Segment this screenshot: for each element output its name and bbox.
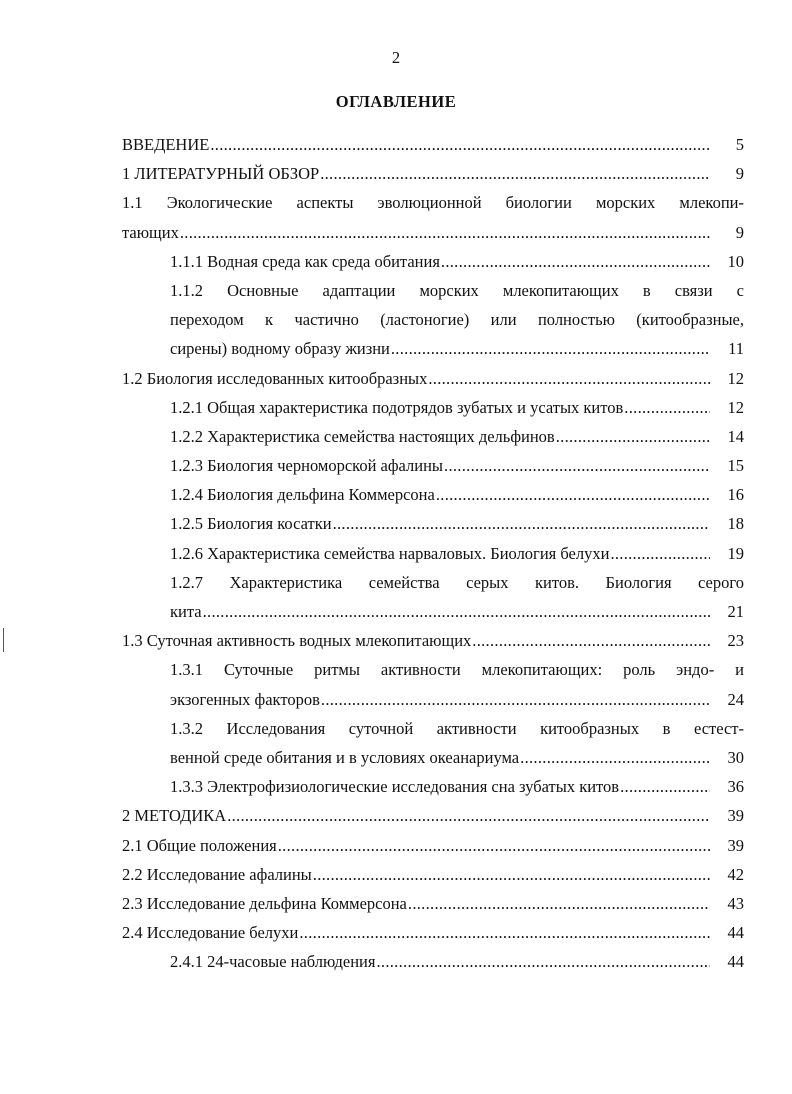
toc-entry[interactable]	[122, 860, 744, 889]
toc-entry-title: 1.2 Биология исследованных китообразных	[122, 368, 428, 388]
dot-leader	[391, 334, 710, 363]
toc-entry-title: сирены) водному образу жизни	[170, 339, 390, 359]
toc-page-number: 11	[728, 339, 744, 359]
page-number: 2	[391, 48, 401, 67]
toc-entry[interactable]	[122, 801, 744, 830]
toc-entry[interactable]	[122, 918, 744, 947]
dot-leader	[472, 626, 710, 655]
table-of-contents	[122, 130, 744, 976]
toc-entry-line[interactable]: переходом к частично (ластоногие) или полностью (китообразные,	[170, 310, 744, 330]
dot-leader	[376, 947, 710, 976]
dot-leader	[610, 539, 710, 568]
toc-entry-title: 1.2.3 Биология черноморской афалины	[170, 456, 444, 476]
dot-leader	[210, 130, 710, 159]
toc-entry-title: 1.2.6 Характеристика семейства нарваловых. Биология белухи	[170, 543, 610, 563]
toc-page-number: 16	[727, 485, 744, 505]
toc-entry-line[interactable]: 1.3.1 Суточные ритмы активности млекопитающих: роль эндо- и	[170, 660, 744, 680]
toc-page-number: 15	[727, 456, 744, 476]
dot-leader	[520, 743, 710, 772]
dot-leader	[278, 831, 710, 860]
dot-leader	[556, 422, 710, 451]
toc-page-number: 42	[727, 864, 744, 884]
toc-entry[interactable]	[122, 364, 744, 393]
toc-entry[interactable]	[122, 772, 744, 801]
toc-entry-title: 2 МЕТОДИКА	[122, 806, 227, 826]
dot-leader	[321, 685, 710, 714]
toc-page-number: 36	[727, 777, 744, 797]
toc-page-number: 23	[727, 631, 744, 651]
toc-entry[interactable]	[122, 947, 744, 976]
toc-entry-title: венной среде обитания и в условиях океанариума	[170, 747, 520, 767]
page-title: ОГЛАВЛЕНИЕ	[335, 92, 457, 111]
toc-entry-line[interactable]: 1.1.2 Основные адаптации морских млекопитающих в связи с	[170, 280, 744, 300]
toc-entry[interactable]	[122, 509, 744, 538]
toc-entry[interactable]	[122, 539, 744, 568]
dot-leader	[620, 772, 710, 801]
toc-entry[interactable]	[122, 130, 744, 159]
toc-entry[interactable]	[122, 889, 744, 918]
toc-entry-title: 2.4.1 24-часовые наблюдения	[170, 952, 376, 972]
toc-entry[interactable]	[122, 597, 744, 626]
toc-entry-title: 1.3.3 Электрофизиологические исследования сна зубатых китов	[170, 777, 620, 797]
toc-page-number: 44	[727, 923, 744, 943]
toc-page-number: 9	[735, 222, 744, 242]
toc-page-number: 39	[727, 835, 744, 855]
toc-page-number: 24	[727, 689, 744, 709]
toc-entry-line[interactable]: 1.3.2 Исследования суточной активности китообразных в естест-	[170, 718, 744, 738]
dot-leader	[408, 889, 710, 918]
toc-page-number: 39	[727, 806, 744, 826]
toc-page-number: 12	[727, 397, 744, 417]
toc-entry-line[interactable]: 1.2.7 Характеристика семейства серых китов. Биология серого	[170, 572, 744, 592]
toc-page-number: 18	[727, 514, 744, 534]
dot-leader	[436, 480, 710, 509]
toc-entry-title: 1.3 Суточная активность водных млекопитающих	[122, 631, 472, 651]
toc-page-number: 21	[727, 602, 744, 621]
toc-entry-title: 1.2.2 Характеристика семейства настоящих дельфинов	[170, 426, 555, 446]
toc-entry-title: тающих	[122, 222, 179, 242]
toc-page-number: 10	[727, 251, 744, 271]
dot-leader	[180, 218, 710, 247]
toc-entry-title: 2.2 Исследование афалины	[122, 864, 312, 884]
dot-leader	[624, 393, 710, 422]
toc-entry[interactable]	[122, 743, 744, 772]
toc-entry[interactable]	[122, 393, 744, 422]
toc-entry-title: 2.3 Исследование дельфина Коммерсона	[122, 893, 407, 913]
toc-entry-title: 1.1.1 Водная среда как среда обитания	[170, 251, 440, 271]
toc-entry-title: кита	[170, 602, 202, 621]
toc-entry-title: 1.2.4 Биология дельфина Коммерсона	[170, 485, 435, 505]
dot-leader	[203, 597, 710, 626]
toc-entry-line[interactable]: 1.1 Экологические аспекты эволюционной биологии морских млекопи-	[122, 193, 744, 213]
toc-entry[interactable]	[122, 685, 744, 714]
toc-page-number: 14	[727, 426, 744, 446]
toc-entry[interactable]	[122, 218, 744, 247]
dot-leader	[313, 860, 710, 889]
toc-entry-title: 2.4 Исследование белухи	[122, 923, 299, 943]
toc-entry[interactable]	[122, 480, 744, 509]
toc-entry[interactable]	[122, 451, 744, 480]
toc-entry[interactable]	[122, 422, 744, 451]
toc-entry-title: 1 ЛИТЕРАТУРНЫЙ ОБЗОР	[122, 164, 320, 184]
toc-entry[interactable]	[122, 247, 744, 276]
toc-entry-title: экзогенных факторов	[170, 689, 320, 709]
toc-page-number: 12	[727, 368, 744, 388]
toc-entry-title: 1.2.1 Общая характеристика подотрядов зубатых и усатых китов	[170, 397, 624, 417]
toc-page-number: 30	[727, 747, 744, 767]
dot-leader	[227, 801, 710, 830]
dot-leader	[428, 364, 710, 393]
dot-leader	[299, 918, 710, 947]
toc-entry[interactable]	[122, 626, 744, 655]
toc-page-number: 9	[735, 164, 744, 184]
toc-entry-title: ВВЕДЕНИЕ	[122, 135, 210, 154]
dot-leader	[333, 509, 710, 538]
toc-entry[interactable]	[122, 831, 744, 860]
dot-leader	[441, 247, 710, 276]
dot-leader	[320, 159, 710, 188]
toc-entry-title: 1.2.5 Биология косатки	[170, 514, 332, 534]
scan-edge-mark	[3, 628, 4, 652]
toc-entry[interactable]	[122, 159, 744, 188]
toc-entry[interactable]	[122, 334, 744, 363]
dot-leader	[444, 451, 710, 480]
toc-page-number: 44	[727, 952, 744, 972]
toc-page-number: 19	[727, 543, 744, 563]
toc-page-number: 43	[727, 893, 744, 913]
toc-entry-title: 2.1 Общие положения	[122, 835, 277, 855]
toc-page-number: 5	[735, 135, 744, 154]
